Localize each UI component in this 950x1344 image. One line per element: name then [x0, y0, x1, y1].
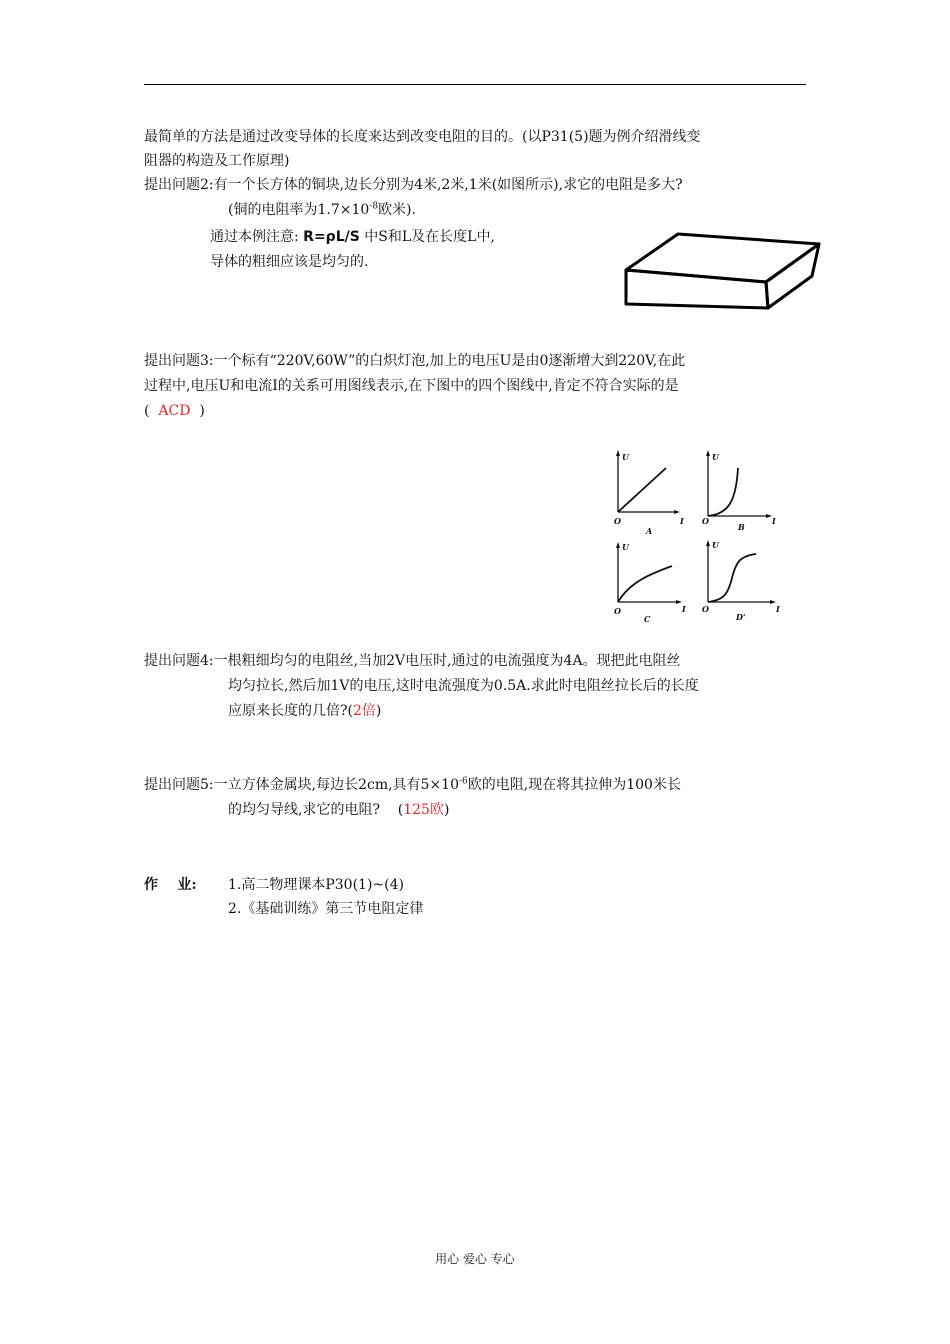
- graph-d-caption: D': [736, 612, 746, 622]
- graph-c-y-label: U: [622, 542, 629, 552]
- homework-label: 作 业:: [144, 877, 197, 893]
- q3-line-1: 提出问题3:一个标有“220V,60W”的白炽灯泡,加上的电压U是由0逐渐增大到220V,在此: [144, 353, 686, 369]
- q4-answer: 2倍: [352, 703, 376, 719]
- graph-d-y-label: U: [712, 540, 719, 550]
- q2-note-line-1: 通过本例注意: R=ρL/S 中S和L及在长度L中,: [210, 229, 495, 245]
- graph-b: [702, 450, 776, 532]
- graph-d: [702, 540, 780, 622]
- copper-block-figure: [614, 226, 824, 314]
- graph-a-origin: O: [614, 516, 621, 526]
- q2-line-2: (铜的电阻率为$1.7\times 10^{-8}$欧米).: [228, 201, 416, 218]
- homework-item-1: 1.高二物理课本P30(1)~(4): [228, 877, 404, 893]
- graph-b-caption: B: [738, 522, 745, 532]
- q3-answer: ACD: [158, 403, 191, 419]
- graph-a-x-label: I: [680, 516, 684, 526]
- q3-line-2: 过程中,电压U和电流I的关系可用图线表示,在下图中的四个图线中,肯定不符合实际的是: [144, 378, 679, 394]
- q3-answer-line: ( ACD ): [144, 403, 205, 419]
- graph-a-y-label: U: [622, 452, 629, 462]
- page-footer: 用心 爱心 专心: [435, 1252, 515, 1266]
- graph-c-caption: C: [644, 614, 651, 624]
- q5-answer: 125欧: [403, 802, 444, 818]
- ui-graphs-figure: [600, 446, 790, 626]
- graph-b-origin: O: [702, 516, 709, 526]
- homework-item-2: 2.《基础训练》第三节电阻定律: [228, 901, 424, 917]
- graph-d-x-label: I: [776, 604, 780, 614]
- graph-a: [614, 450, 684, 536]
- q4-line-3: 应原来长度的几倍?(2倍): [228, 703, 382, 719]
- q2-line-1: 提出问题2:有一个长方体的铜块,边长分别为4米,2米,1米(如图所示),求它的电阻是多大?: [144, 177, 683, 193]
- intro-line-2: 阻器的构造及工作原理): [144, 153, 290, 169]
- q4-line-2: 均匀拉长,然后加1V的电压,这时电流强度为0.5A.求此时电阻丝拉长后的长度: [228, 678, 699, 694]
- graph-a-caption: A: [646, 526, 653, 536]
- graph-d-origin: O: [702, 604, 709, 614]
- q2-note-line-2: 导体的粗细应该是均匀的.: [210, 254, 369, 270]
- graph-c-origin: O: [614, 606, 621, 616]
- header-rule: [144, 84, 806, 85]
- graph-c: [614, 542, 686, 624]
- resistance-formula: R=ρL/S: [303, 229, 360, 245]
- q5-line-2: 的均匀导线,求它的电阻? (125欧): [228, 802, 450, 818]
- q5-line-1: 提出问题5:一立方体金属块,每边长2cm,具有$5\times 10^{-6}$欧的电阻,现在将其拉伸为100米长: [144, 776, 681, 793]
- graph-b-x-label: I: [772, 516, 776, 526]
- graph-b-y-label: U: [712, 452, 719, 462]
- q4-line-1: 提出问题4:一根粗细均匀的电阻丝,当加2V电压时,通过的电流强度为4A。现把此电阻丝: [144, 653, 681, 669]
- graph-c-x-label: I: [682, 604, 686, 614]
- intro-line-1: 最简单的方法是通过改变导体的长度来达到改变电阻的目的。(以P31(5)题为例介绍滑线变: [144, 129, 701, 145]
